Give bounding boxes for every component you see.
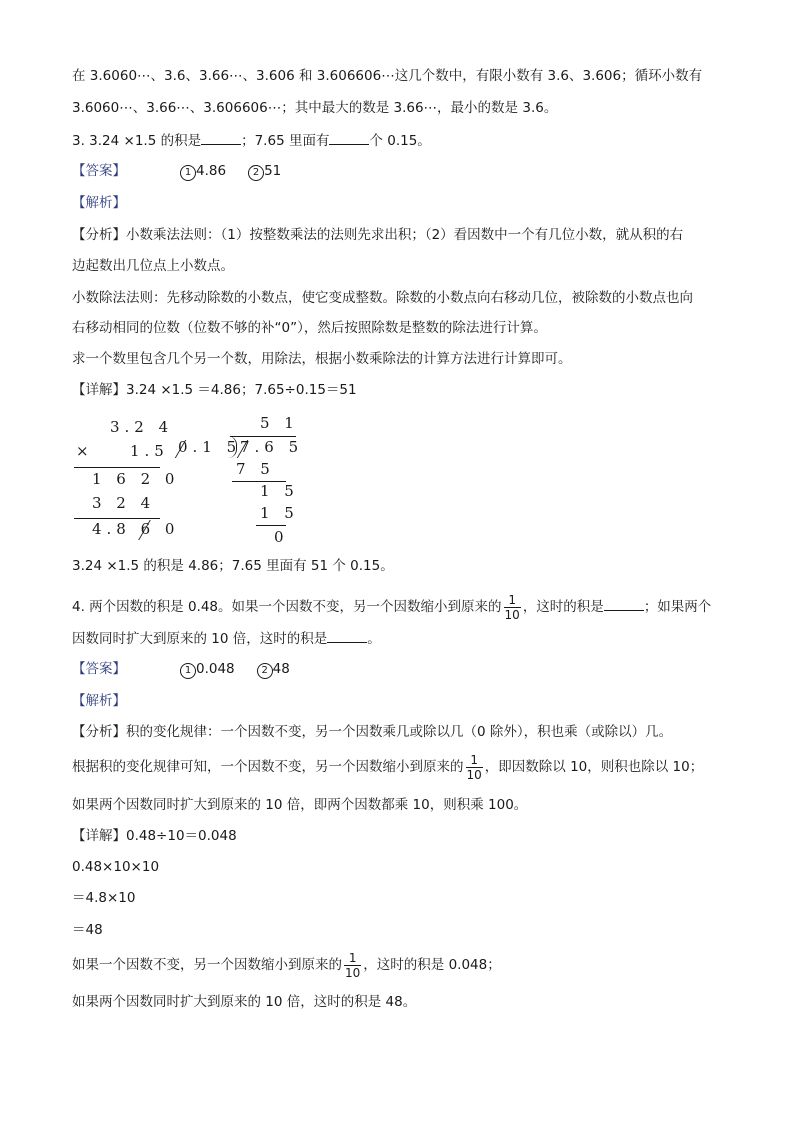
text-segment: 根据积的变化规律可知，一个因数不变，另一个因数缩小到原来的: [72, 759, 464, 775]
q3-text: 个 0.15。: [369, 133, 431, 149]
answer-blank: [201, 130, 241, 145]
text-line: 右移动相同的位数（位数不够的补“0”），然后按照除数是整数的除法进行计算。: [72, 320, 547, 336]
circled-number-icon: 2: [257, 663, 273, 679]
fraction-denominator: 10: [466, 767, 482, 782]
text-line: 边起数出几位点上小数点。: [72, 258, 234, 274]
analysis-label: 【解析】: [72, 693, 126, 709]
fraction-numerator: 1: [466, 753, 483, 768]
q4-text: 4. 两个因数的积是 0.48。如果一个因数不变，另一个因数缩小到原来的: [72, 599, 502, 615]
answer-blank: [329, 130, 369, 145]
text-line: [72, 752, 703, 782]
quotient: 5 1: [260, 414, 299, 432]
times-sign: ×: [76, 442, 94, 460]
calc-row: 1 5: [260, 504, 299, 522]
text-line: 求一个数里包含几个另一个数，用除法，根据小数乘除法的计算方法进行计算即可。: [72, 351, 572, 367]
fraction-numerator: 1: [504, 593, 521, 608]
text-line: 小数除法法则：先移动除数的小数点，使它变成整数。除数的小数点向右移动几位，被除数的小数点也向: [72, 290, 693, 306]
text-line: 3.24 ×1.5 的积是 4.86；7.65 里面有 51 个 0.15。: [72, 558, 394, 574]
divisor: 0.1 5: [178, 438, 242, 456]
circled-number-icon: 2: [248, 165, 264, 181]
calc-row: 7 5: [236, 460, 275, 478]
answer-value: 51: [264, 163, 282, 179]
answer-blank: [604, 596, 644, 611]
rule: [256, 525, 286, 526]
answer-3: [72, 161, 281, 181]
text-line: 【详解】3.24 ×1.5 ＝4.86；7.65÷0.15＝51: [72, 382, 357, 398]
text-line: 如果两个因数同时扩大到原来的 10 倍，这时的积是 48。: [72, 994, 417, 1010]
answer-4: [72, 659, 290, 679]
division-work: [176, 410, 306, 550]
answer-blank: [327, 628, 367, 643]
circled-number-icon: 1: [180, 663, 196, 679]
q4-text: 。: [367, 631, 381, 647]
fraction: [344, 951, 361, 980]
analysis-label: 【解析】: [72, 195, 126, 211]
text-segment: 如果一个因数不变，另一个因数缩小到原来的: [72, 957, 342, 973]
dividend: 7.6 5: [240, 438, 304, 456]
question-3: [72, 130, 431, 151]
circled-number-icon: 1: [180, 165, 196, 181]
answer-label: 【答案】: [72, 661, 126, 677]
q3-text: 3. 3.24 ×1.5 的积是: [72, 133, 202, 149]
text-line: ＝48: [72, 922, 103, 938]
text-line: 【分析】小数乘法法则：（1）按整数乘法的法则先求出积；（2）看因数中一个有几位小数，就从积的右: [72, 227, 684, 243]
calc-row: 1.5: [130, 442, 169, 460]
calc-row: 1 6 2 0: [92, 470, 180, 488]
q4-text: 因数同时扩大到原来的 10 倍，这时的积是: [72, 631, 328, 647]
fraction: [466, 753, 483, 782]
q4-text: ，这时的积是: [522, 599, 604, 615]
answer-value: 0.048: [196, 661, 235, 677]
answer-value: 4.86: [196, 163, 227, 179]
calc-row: 4.8 6 0: [92, 520, 180, 538]
rule: [74, 518, 160, 519]
text-line: 0.48×10×10: [72, 859, 160, 875]
text-line: 【分析】积的变化规律：一个因数不变，另一个因数乘几或除以几（0 除外），积也乘（或除以）几。: [72, 724, 673, 740]
fraction-denominator: 10: [504, 607, 520, 622]
answer-value: 48: [272, 661, 290, 677]
text-line: [72, 950, 501, 980]
text-line: 在 3.6060⋯、3.6、3.66⋯、3.606 和 3.606606⋯这几个数中，有限小数有 3.6、3.606；循环小数有: [72, 68, 703, 84]
answer-label: 【答案】: [72, 163, 126, 179]
rule: [74, 467, 160, 468]
fraction-numerator: 1: [344, 951, 361, 966]
text-line: 【详解】0.48÷10＝0.048: [72, 828, 237, 844]
text-segment: ，即因数除以 10，则积也除以 10；: [484, 759, 704, 775]
question-4: [72, 592, 711, 622]
text-line: 如果两个因数同时扩大到原来的 10 倍，即两个因数都乘 10，则积乘 100。: [72, 797, 528, 813]
text-line: 3.6060⋯、3.66⋯、3.606606⋯；其中最大的数是 3.66⋯，最小的数是 3.6。: [72, 100, 558, 116]
calc-row: 3 2 4: [92, 494, 156, 512]
text-segment: ，这时的积是 0.048；: [363, 957, 501, 973]
calc-row: 1 5: [260, 482, 299, 500]
calc-row: 3.2 4: [110, 418, 174, 436]
fraction-denominator: 10: [345, 965, 361, 980]
q3-text: ；7.65 里面有: [241, 133, 330, 149]
text-line: ＝4.8×10: [72, 890, 136, 906]
multiplication-work: [74, 410, 180, 550]
q4-text: ；如果两个: [643, 599, 712, 615]
remainder: 0: [274, 528, 289, 546]
question-4-cont: [72, 628, 381, 649]
fraction: [504, 593, 521, 622]
rule: [230, 436, 296, 437]
